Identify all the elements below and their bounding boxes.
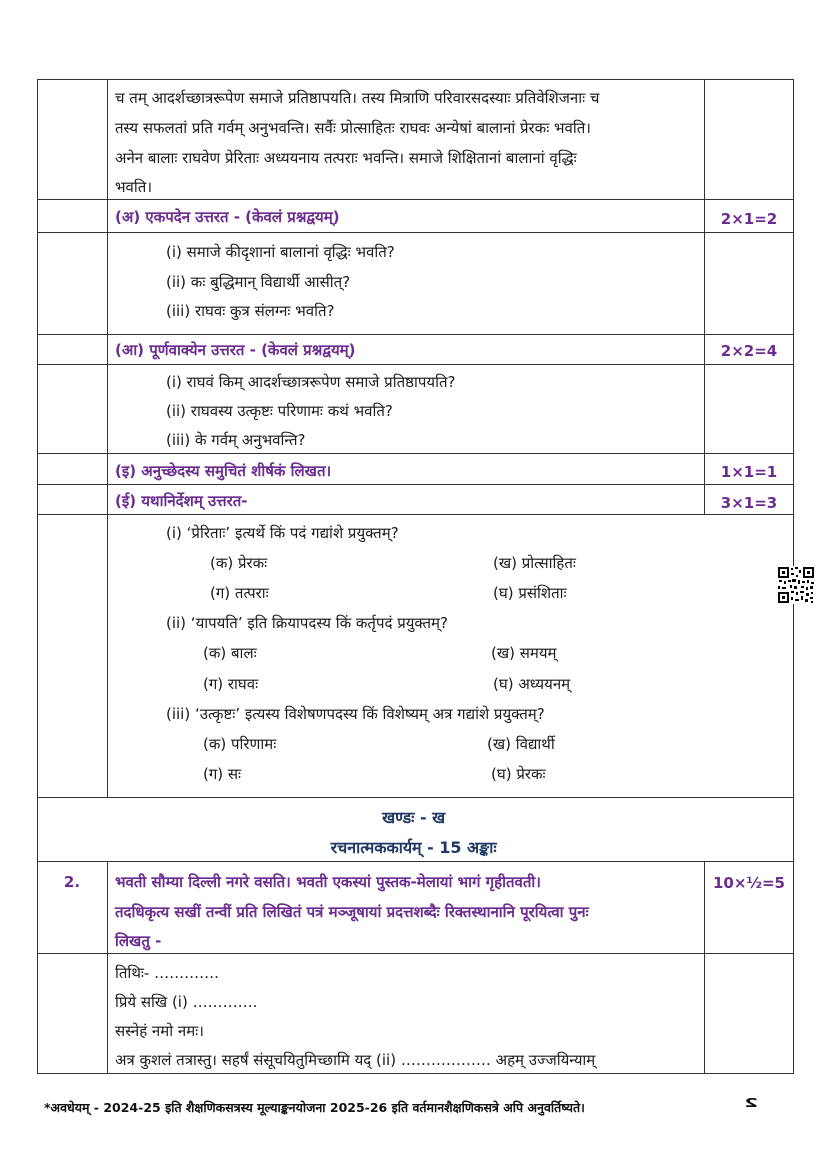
question-a-item: (i) समाजे कीदृशानां बालानां वृद्धिः भवति? xyxy=(166,243,395,261)
question-a-item: (ii) कः बुद्धिमान् विद्यार्थी आसीत्? xyxy=(166,273,351,291)
option: (क) बालः xyxy=(203,644,257,662)
question-ii-heading: (ई) यथानिर्देशम् उत्तरत- xyxy=(115,492,248,510)
letter-line: अत्र कुशलं तत्रास्तु। सहर्षं संसूचयितुमिच्छामि यद् (ii) ……………… अहम् उज्जयिन्याम् xyxy=(115,1051,596,1069)
question-i-heading: (इ) अनुच्छेदस्य समुचितं शीर्षकं लिखत। xyxy=(115,462,332,480)
question-a-item: (iii) राघवः कुत्र संलग्नः भवति? xyxy=(166,302,335,320)
page-number: 2 xyxy=(744,1096,758,1110)
question-2-number: 2. xyxy=(63,873,81,891)
option: (ख) प्रोत्साहितः xyxy=(493,554,576,572)
question-a-marks: 2×1=2 xyxy=(720,210,778,228)
question-aa-item: (iii) के गर्वम् अनुभवन्ति? xyxy=(166,431,306,449)
footer-note: *अवधेयम् - 2024-25 इति शैक्षणिकसत्रस्य मूल्याङ्कनयोजना 2025-26 इति वर्तमानशैक्षणिकसत्रे अपि अनुवर्तिष्यते। xyxy=(44,1100,585,1115)
option: (घ) प्रसंशिताः xyxy=(493,584,567,602)
question-a-heading: (अ) एकपदेन उत्तरत - (केवलं प्रश्नद्वयम्) xyxy=(115,208,340,226)
sub-question: (i) ‘प्रेरिताः’ इत्यर्थे किं पदं गद्यांशे प्रयुक्तम्? xyxy=(166,524,399,542)
passage-line: भवति। xyxy=(115,178,153,196)
option: (घ) प्रेरकः xyxy=(491,765,546,783)
question-ii-marks: 3×1=3 xyxy=(720,494,778,512)
question-aa-item: (ii) राघवस्य उत्कृष्टः परिणामः कथं भवति? xyxy=(166,402,393,420)
question-2-line: तदधिकृत्य सखीं तन्वीं प्रति लिखितं पत्रं मञ्जूषायां प्रदत्तशब्दैः रिक्तस्थानानि पूरयित्वा पुनः xyxy=(115,903,589,921)
option: (क) प्रेरकः xyxy=(210,554,268,572)
letter-line: तिथिः- …………. xyxy=(115,964,219,982)
question-2-line: लिखतु - xyxy=(115,932,162,950)
sub-question: (ii) ‘यापयति’ इति क्रियापदस्य किं कर्तृपदं प्रयुक्तम्? xyxy=(166,614,448,632)
qr-code-icon xyxy=(777,566,815,604)
question-aa-marks: 2×2=4 xyxy=(720,342,778,360)
option: (ख) विद्यार्थी xyxy=(487,735,555,753)
section-subtitle: रचनात्मककार्यम् - 15 अङ्काः xyxy=(330,838,497,857)
question-2-line: भवती सौम्या दिल्ली नगरे वसति। भवती एकस्यां पुस्तक-मेलायां भागं गृहीतवती। xyxy=(115,873,541,891)
option: (घ) अध्ययनम् xyxy=(493,675,571,693)
option: (ग) सः xyxy=(203,765,242,783)
question-aa-heading: (आ) पूर्णवाक्येन उत्तरत - (केवलं प्रश्नद्वयम्) xyxy=(115,341,356,359)
question-i-marks: 1×1=1 xyxy=(720,463,778,481)
option: (क) परिणामः xyxy=(203,735,277,753)
option: (ग) तत्पराः xyxy=(210,584,269,602)
question-aa-item: (i) राघवं किम् आदर्शच्छात्ररूपेण समाजे प्रतिष्ठापयति? xyxy=(166,373,456,391)
option: (ग) राघवः xyxy=(203,675,259,693)
letter-line: सस्नेहं नमो नमः। xyxy=(115,1022,204,1040)
passage-line: च तम् आदर्शच्छात्ररूपेण समाजे प्रतिष्ठापयति। तस्य मित्राणि परिवारसदस्याः प्रतिवेशिजनाः च xyxy=(115,89,600,107)
passage-line: अनेन बालाः राघवेण प्रेरिताः अध्ययनाय तत्पराः भवन्ति। समाजे शिक्षितानां बालानां वृद्धिः xyxy=(115,149,577,167)
section-title: खण्डः - ख xyxy=(382,808,446,827)
letter-line: प्रिये सखि (i) …………. xyxy=(115,993,258,1011)
question-2-marks: 10×½=5 xyxy=(713,874,785,892)
passage-line: तस्य सफलतां प्रति गर्वम् अनुभवन्ति। सर्वैः प्रोत्साहितः राघवः अन्येषां बालानां प्रेरकः भवति। xyxy=(115,119,591,137)
option: (ख) समयम् xyxy=(491,644,557,662)
sub-question: (iii) ‘उत्कृष्टः’ इत्यस्य विशेषणपदस्य किं विशेष्यम् अत्र गद्यांशे प्रयुक्तम्? xyxy=(166,705,545,723)
